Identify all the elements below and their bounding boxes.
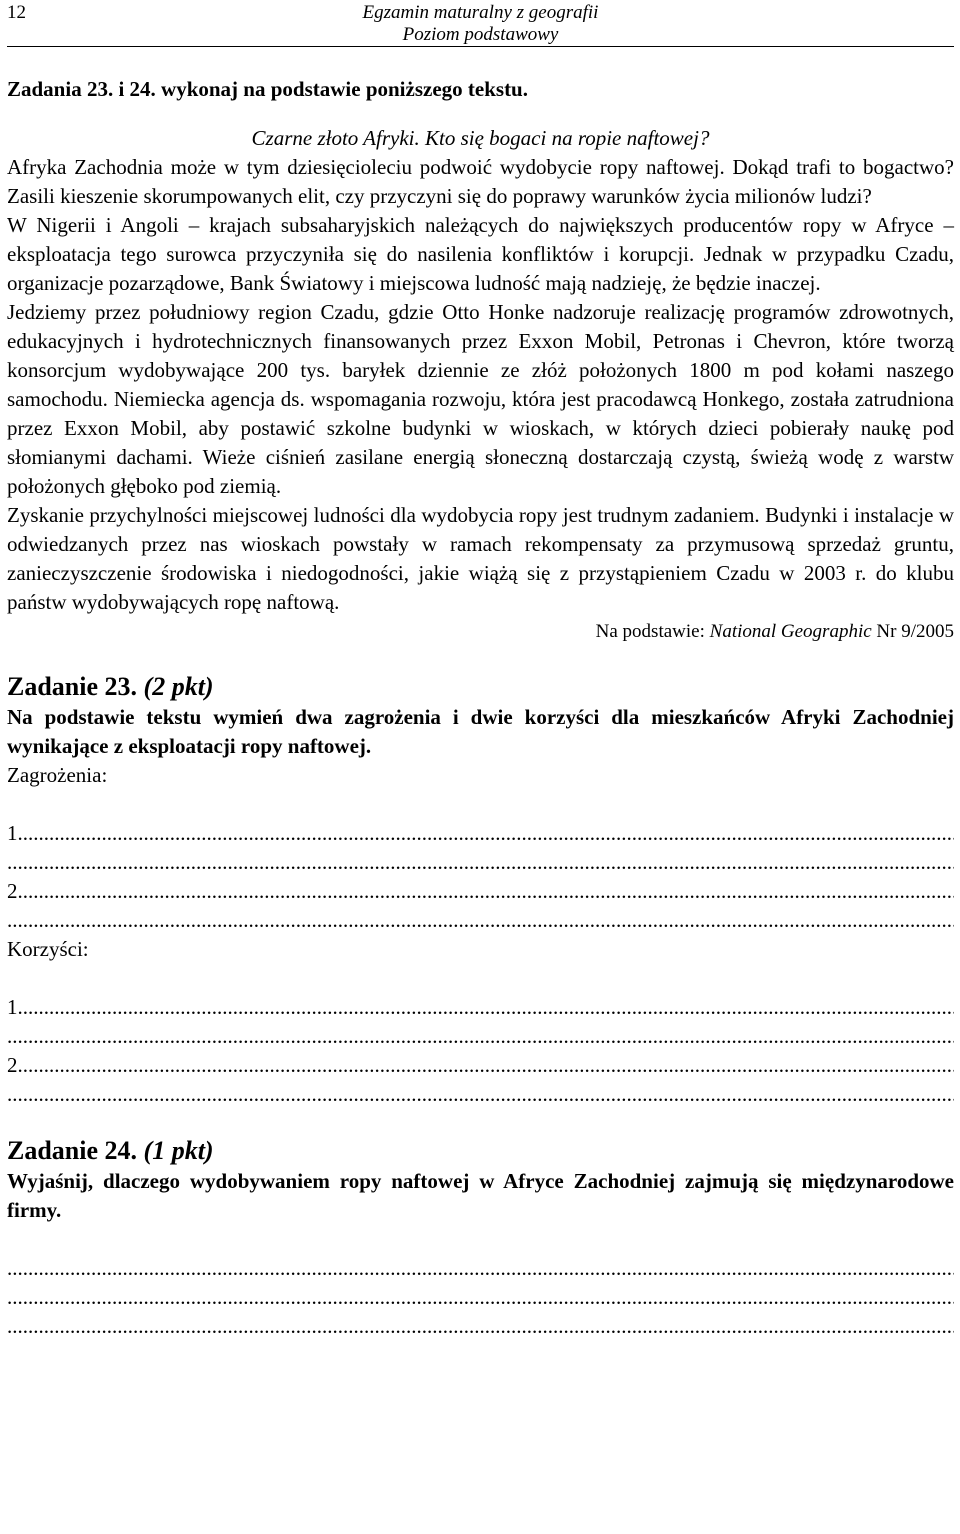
article-paragraph: Jedziemy przez południowy region Czadu, gdzie Otto Honke nadzoruje realizację programów zdrowotnych, edukacyjnych i hydrotechnicznych finansowanych przez Exxon Mobil, Petronas i Chevron, które tworzą konsorcjum wydobywające 200 tys. baryłek dziennie ze złóż położonych 1800 m pod kołami naszego samochodu. Niemiecka agencja ds. wspomagania rozwoju, która jest pracodawcą Honkego, została zatrudniona przez Exxon Mobil, aby postawić szkolne budynki w wioskach, w których dzieci pobierały naukę pod słomianymi dachami. Wieże ciśnień zasilane energią słoneczną dostarczają czystą, świeżą wodę z warstw położonych głęboko pod ziemią.: [7, 300, 954, 498]
answer-number: 1.: [7, 821, 23, 845]
task-24-heading: [7, 1135, 954, 1167]
threat-answer-line-2b[interactable]: [7, 906, 954, 935]
exam-title: Egzamin maturalny z geografii: [362, 2, 599, 23]
task-23-heading: [7, 671, 954, 703]
source-title: National Geographic: [709, 621, 872, 642]
page-number: 12: [7, 2, 26, 23]
benefit-answer-line-1[interactable]: [7, 993, 954, 1022]
article-source: [7, 619, 954, 645]
source-article: [7, 124, 954, 617]
threats-label: Zagrożenia:: [7, 763, 108, 787]
task-24-instruction: Wyjaśnij, dlaczego wydobywaniem ropy naftowej w Afryce Zachodniej zajmują się międzynarodowe firmy.: [7, 1169, 954, 1222]
header-titles: [7, 2, 954, 46]
task-23-number: Zadanie 23.: [7, 672, 138, 701]
threat-answer-line-2[interactable]: [7, 877, 954, 906]
threat-answer-line-1[interactable]: [7, 819, 954, 848]
article-paragraph: Zyskanie przychylności miejscowej ludności dla wydobycia ropy jest trudnym zadaniem. Budynki i instalacje w odwiedzanych przez nas wioskach powstały w ramach rekompensaty za przymusową sprzedaż gruntu, zanieczyszczenie środowiska i niedogodności, jakie wiążą się z przystąpieniem Czadu w 2003 r. do klubu państw wydobywających ropę naftową.: [7, 503, 954, 614]
task-24-answer-line-3[interactable]: [7, 1312, 954, 1341]
benefits-label: Korzyści:: [7, 937, 89, 961]
answer-number: 2.: [7, 879, 23, 903]
benefit-answer-line-1b[interactable]: [7, 1022, 954, 1051]
article-title: Czarne złoto Afryki. Kto się bogaci na ropie naftowej?: [251, 126, 710, 150]
tasks-intro: Zadania 23. i 24. wykonaj na podstawie poniższego tekstu.: [7, 77, 528, 101]
answer-number: 2.: [7, 1053, 23, 1077]
task-24-number: Zadanie 24.: [7, 1136, 138, 1165]
exam-level: Poziom podstawowy: [402, 24, 559, 45]
benefit-answer-line-2b[interactable]: [7, 1080, 954, 1109]
task-24-points: (1 pkt): [143, 1136, 214, 1165]
source-issue: Nr 9/2005: [871, 621, 954, 642]
source-prefix: Na podstawie:: [595, 621, 710, 642]
task-24-answer-line-1[interactable]: [7, 1254, 954, 1283]
task-24-answer-line-2[interactable]: [7, 1283, 954, 1312]
answer-number: 1.: [7, 995, 23, 1019]
article-paragraph: W Nigerii i Angoli – krajach subsaharyjskich należących do największych producentów ropy w Afryce – eksploatacja tego surowca przyczyniła się do nasilenia konfliktów i korupcji. Jednak w przypadku Czadu, organizacje pozarządowe, Bank Światowy i miejscowa ludność mają nadzieję, że będzie inaczej.: [7, 213, 954, 295]
benefit-answer-line-2[interactable]: [7, 1051, 954, 1080]
task-23-instruction: Na podstawie tekstu wymień dwa zagrożenia i dwie korzyści dla mieszkańców Afryki Zachodniej wynikające z eksploatacji ropy naftowej.: [7, 705, 954, 758]
page-header: [7, 0, 954, 47]
threat-answer-line-1b[interactable]: [7, 848, 954, 877]
article-paragraph: Afryka Zachodnia może w tym dziesięcioleciu podwoić wydobycie ropy naftowej. Dokąd trafi to bogactwo? Zasili kieszenie skorumpowanych elit, czy przyczyni się do poprawy warunków życia milionów ludzi?: [7, 155, 954, 208]
task-23-points: (2 pkt): [143, 672, 214, 701]
exam-page: [7, 0, 954, 1341]
